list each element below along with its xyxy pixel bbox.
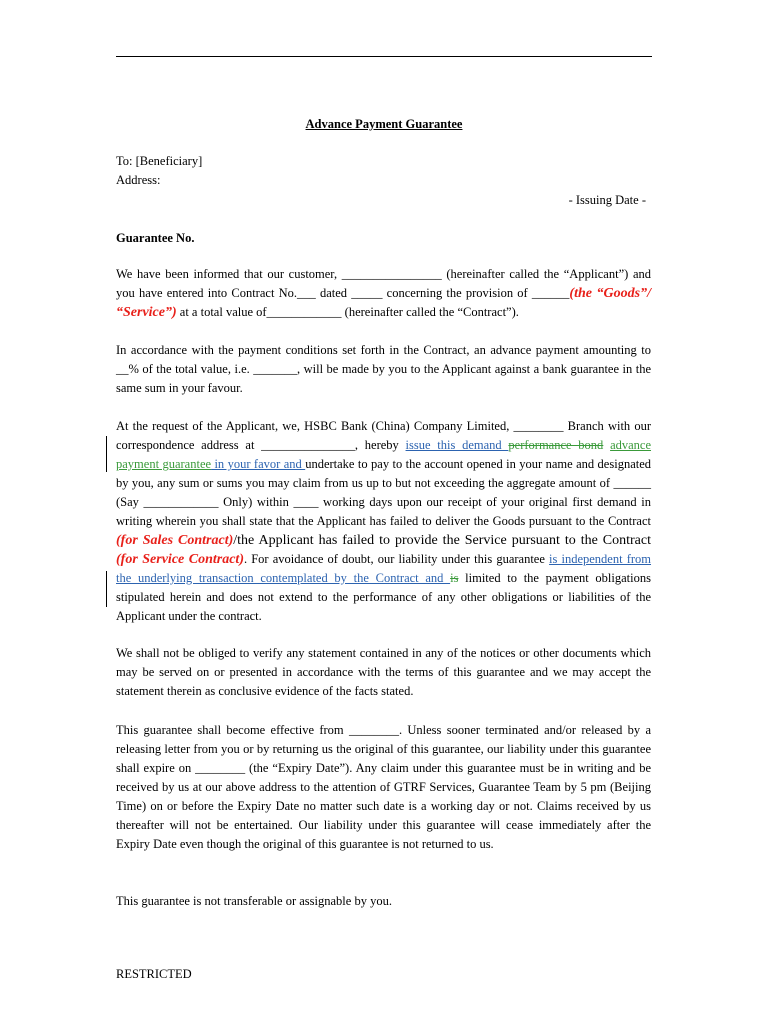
p3-text-e: limited to the payment obligations stipulated herein and does not extend to the performance of any other obligations or liabilities of the Applicant under the contract. <box>116 571 651 623</box>
paragraph-verification: We shall not be obliged to verify any statement contained in any of the notices or other documents which may be served on or presented in accordance with the terms of this guarantee and we may accept the statement therein as conclusive evidence of the facts stated. <box>116 646 651 698</box>
p3-text-c: /the Applicant has failed to provide the Service pursuant to the Contract <box>233 533 651 548</box>
p3-insert-2: advance payment guarantee <box>116 438 652 471</box>
p3-text-d: . For avoidance of doubt, our liability under this guarantee <box>243 552 550 566</box>
address-line: Address: <box>116 173 161 187</box>
paragraph-effective: This guarantee shall become effective from ________. Unless sooner terminated and/or released by a releasing letter from you or by returning us the original of this guarantee, our liability under this guarantee shall expire on ________ (the “Expiry Date”). Any claim under this guarantee must be in writing and be received by us at our above address to the attention of GTRF Services, Guarantee Team by 5 pm (Beijing Time) on or before the Expiry Date no matter such date is a working day or not. Claims received by us thereafter will not be entertained. Our liability under this guarantee will cease immediately after the Expiry Date even though the original of this guarantee is not returned to us. <box>116 723 651 851</box>
paragraph-payment-conditions: In accordance with the payment conditions set forth in the Contract, an advance payment amounting to __% of the total value, i.e. _______, will be made by you to the Applicant against a bank guarantee in the same sum in your favour. <box>116 343 651 395</box>
document-title: Advance Payment Guarantee <box>305 117 463 131</box>
p3-delete-2: is <box>450 571 459 585</box>
p1-text-a: We have been informed that our customer, ________________ (hereinafter called the “Applicant”) and you have entered into Contract No.___ dated _____ concerning the provision of ______ <box>116 267 651 300</box>
issuing-date: - Issuing Date - <box>568 193 646 207</box>
p3-insert-1: issue this demand <box>405 438 509 452</box>
paragraph-informed <box>116 265 651 322</box>
p3-insert-3: in your favor and <box>211 457 306 471</box>
p1-goods-service: (the “Goods”/ “Service”) <box>116 286 651 320</box>
p3-text-b: undertake to pay to the account opened in your name and designated by you, any sum or sums you may claim from us up to but not exceeding the aggregate amount of ______ (Say ____________ Only) within ____ working days upon our receipt of your original first demand in writing wherein you shall state that the Applicant has failed to deliver the Goods pursuant to the Contract <box>116 457 652 528</box>
guarantee-number-label: Guarantee No. <box>116 231 195 245</box>
footer-classification: RESTRICTED <box>116 967 192 981</box>
header-rule <box>116 56 652 57</box>
change-bar-1 <box>106 436 107 472</box>
paragraph-undertaking <box>116 417 651 626</box>
p3-insert-4: is independent from the underlying transaction contemplated by the Contract and <box>116 552 652 585</box>
p1-text-c: at a total value of____________ (hereinafter called the “Contract”). <box>176 305 519 319</box>
p3-delete-1: performance bond <box>508 438 604 452</box>
change-bar-2 <box>106 571 107 607</box>
p3-service-contract: (for Service Contract) <box>116 552 244 567</box>
p3-sales-contract: (for Sales Contract) <box>116 533 234 548</box>
to-line: To: [Beneficiary] <box>116 154 203 168</box>
p3-text-a: At the request of the Applicant, we, HSBC Bank (China) Company Limited, ________ Branch with our correspondence address at _______________, hereby <box>116 419 651 452</box>
paragraph-transferable: This guarantee is not transferable or assignable by you. <box>116 894 392 908</box>
